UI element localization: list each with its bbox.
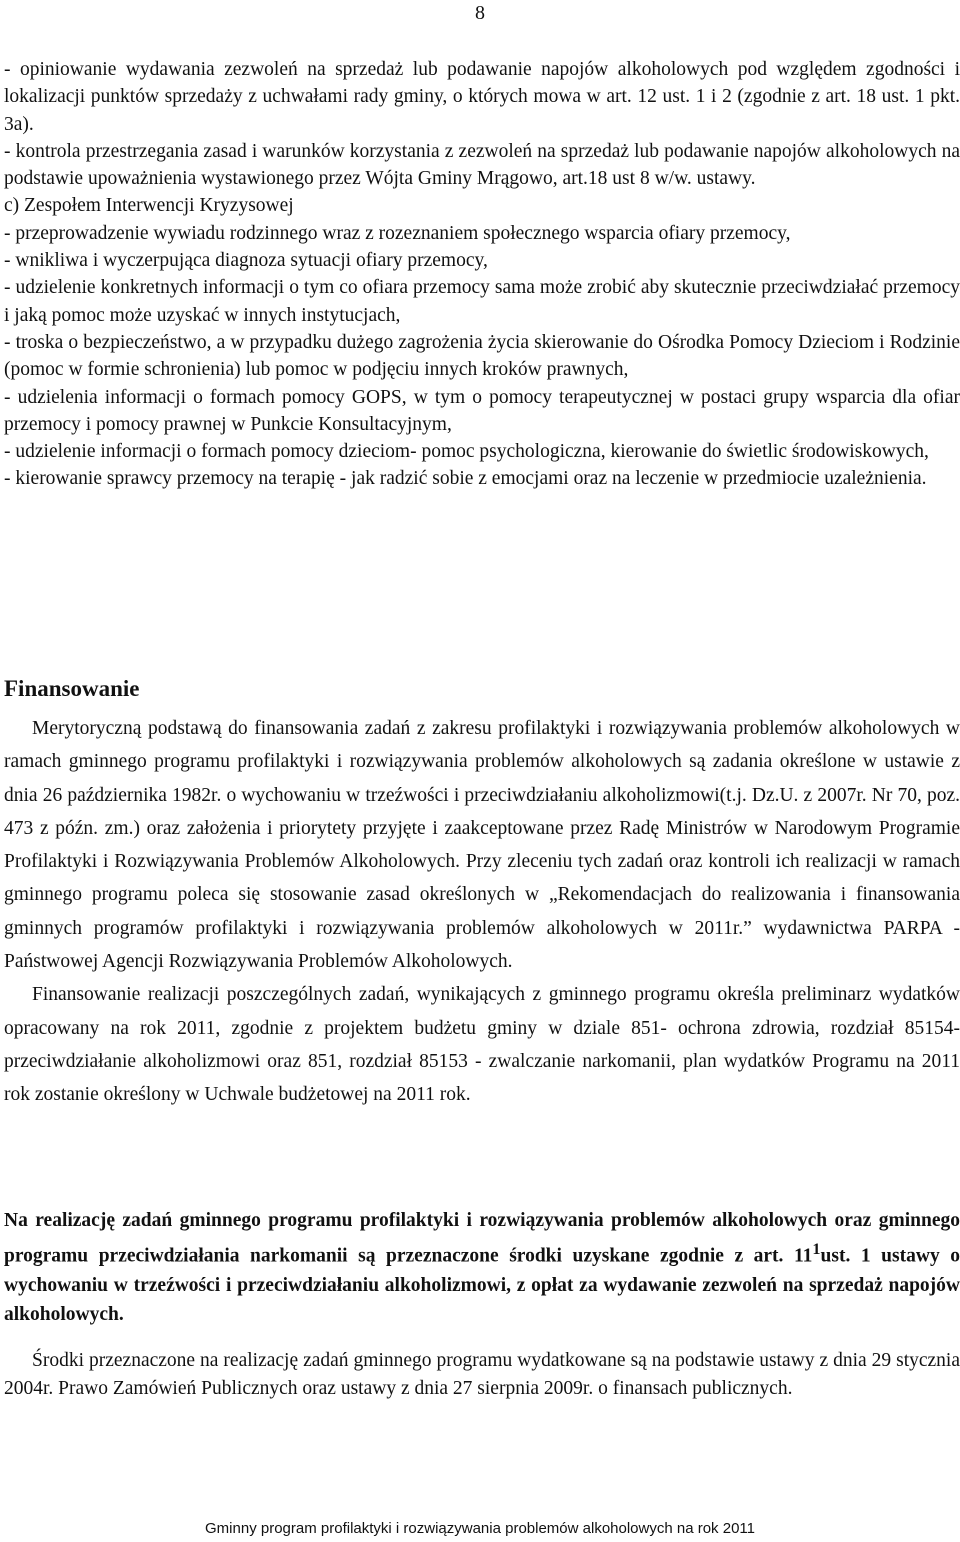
list-item: - udzielenie informacji o formach pomocy dzieciom- pomoc psychologiczna, kierowanie do świetlic środowiskowych, xyxy=(4,441,929,463)
page-footer: Gminny program profilaktyki i rozwiązywania problemów alkoholowych na rok 2011 xyxy=(205,1520,755,1537)
list-item: - kierowanie sprawcy przemocy na terapię - jak radzić sobie z emocjami oraz na leczenie w przedmiocie uzależnienia. xyxy=(4,468,927,490)
finance-heading: Finansowanie xyxy=(4,676,140,701)
tasks-list-section xyxy=(4,56,960,493)
finance-closing xyxy=(4,1347,960,1402)
finance-bold-paragraph xyxy=(4,1206,960,1329)
list-item: - przeprowadzenie wywiadu rodzinnego wraz z rozeznaniem społecznego wsparcia ofiary przemocy, xyxy=(4,222,791,244)
list-item: - kontrola przestrzegania zasad i warunków korzystania z zezwoleń na sprzedaż lub podawanie napojów alkoholowych na podstawie upoważnienia wystawionego przez Wójta Gminy Mrągowo, art.18 ust 8 w/w. ustawy. xyxy=(4,140,960,190)
superscript: 1 xyxy=(812,1240,821,1258)
bold-text: Na realizację zadań gminnego programu profilaktyki i rozwiązywania problemów alkoholowych oraz gminnego programu przeciwdziałania narkomanii są przeznaczone środki uzyskane zgodnie z art. 11 xyxy=(4,1210,960,1267)
bold-text: ust. 1 ustawy o wychowaniu w trzeźwości i przeciwdziałaniu alkoholizmowi, z opłat za wydawanie zezwoleń na sprzedaż napojów alkoholowych. xyxy=(4,1245,960,1325)
list-item: - opiniowanie wydawania zezwoleń na sprzedaż lub podawanie napojów alkoholowych pod względem zgodności i lokalizacji punktów sprzedaży z uchwałami rady gminy, o których mowa w art. 12 ust. 1 i 2 (zgodnie z art. 18 ust. 1 pkt. 3a). xyxy=(4,59,960,135)
list-item: - udzielenia informacji o formach pomocy GOPS, w tym o pomocy terapeutycznej w postaci grupy wsparcia dla ofiar przemocy i pomocy prawnej w Punkcie Konsultacyjnym, xyxy=(4,386,960,435)
finance-bold-block xyxy=(4,1206,960,1329)
list-item: - wnikliwa i wyczerpująca diagnoza sytuacji ofiary przemocy, xyxy=(4,250,488,272)
finance-paragraph: Finansowanie realizacji poszczególnych zadań, wynikających z gminnego programu określa preliminarz wydatków opracowany na rok 2011, zgodnie z projektem budżetu gminy w dziale 851- ochrona zdrowia, rozdział 85154- przeciwdziałanie alkoholizmowi oraz 851, rozdział 85153 - zwalczanie narkomanii, plan wydatków Programu na 2011 rok zostanie określony w Uchwale budżetowej na 2011 rok. xyxy=(4,984,960,1106)
list-item: - udzielenie konkretnych informacji o tym co ofiara przemocy sama może zrobić aby skutecznie przeciwdziałać przemocy i jaką pomoc może uzyskać w innych instytucjach, xyxy=(4,277,960,326)
list-item: - troska o bezpieczeństwo, a w przypadku dużego zagrożenia życia skierowanie do Ośrodka Pomocy Dzieciom i Rodzinie (pomoc w formie schronienia) lub pomoc w podjęciu innych kroków prawnych, xyxy=(4,331,960,381)
finance-paragraph: Środki przeznaczone na realizację zadań gminnego programu wydatkowane są na podstawie ustawy z dnia 29 stycznia 2004r. Prawo Zamówień Publicznych oraz ustawy z dnia 27 sierpnia 2009r. o finansach publicznych. xyxy=(4,1350,960,1399)
page-number: 8 xyxy=(475,2,485,24)
section-c-title: c) Zespołem Interwencji Kryzysowej xyxy=(4,195,294,217)
finance-body xyxy=(4,712,960,1112)
finance-paragraph: Merytoryczną podstawą do finansowania zadań z zakresu profilaktyki i rozwiązywania problemów alkoholowych w ramach gminnego programu profilaktyki i rozwiązywania problemów alkoholowych są zadania określone w ustawie z dnia 26 października 1982r. o wychowaniu w trzeźwości i przeciwdziałaniu alkoholizmowi(t.j. Dz.U. z 2007r. Nr 70, poz. 473 z późn. zm.) oraz założenia i priorytety przyjęte i zaakceptowane przez Radę Ministrów w Narodowym Programie Profilaktyki i Rozwiązywania Problemów Alkoholowych. Przy zleceniu tych zadań oraz kontroli ich realizacji w ramach gminnego programu poleca się stosowanie zasad określonych w „Rekomendacjach do realizowania i finansowania gminnych programów profilaktyki i rozwiązywania problemów alkoholowych w 2011r.” wydawnictwa PARPA - Państwowej Agencji Rozwiązywania Problemów Alkoholowych. xyxy=(4,718,960,973)
